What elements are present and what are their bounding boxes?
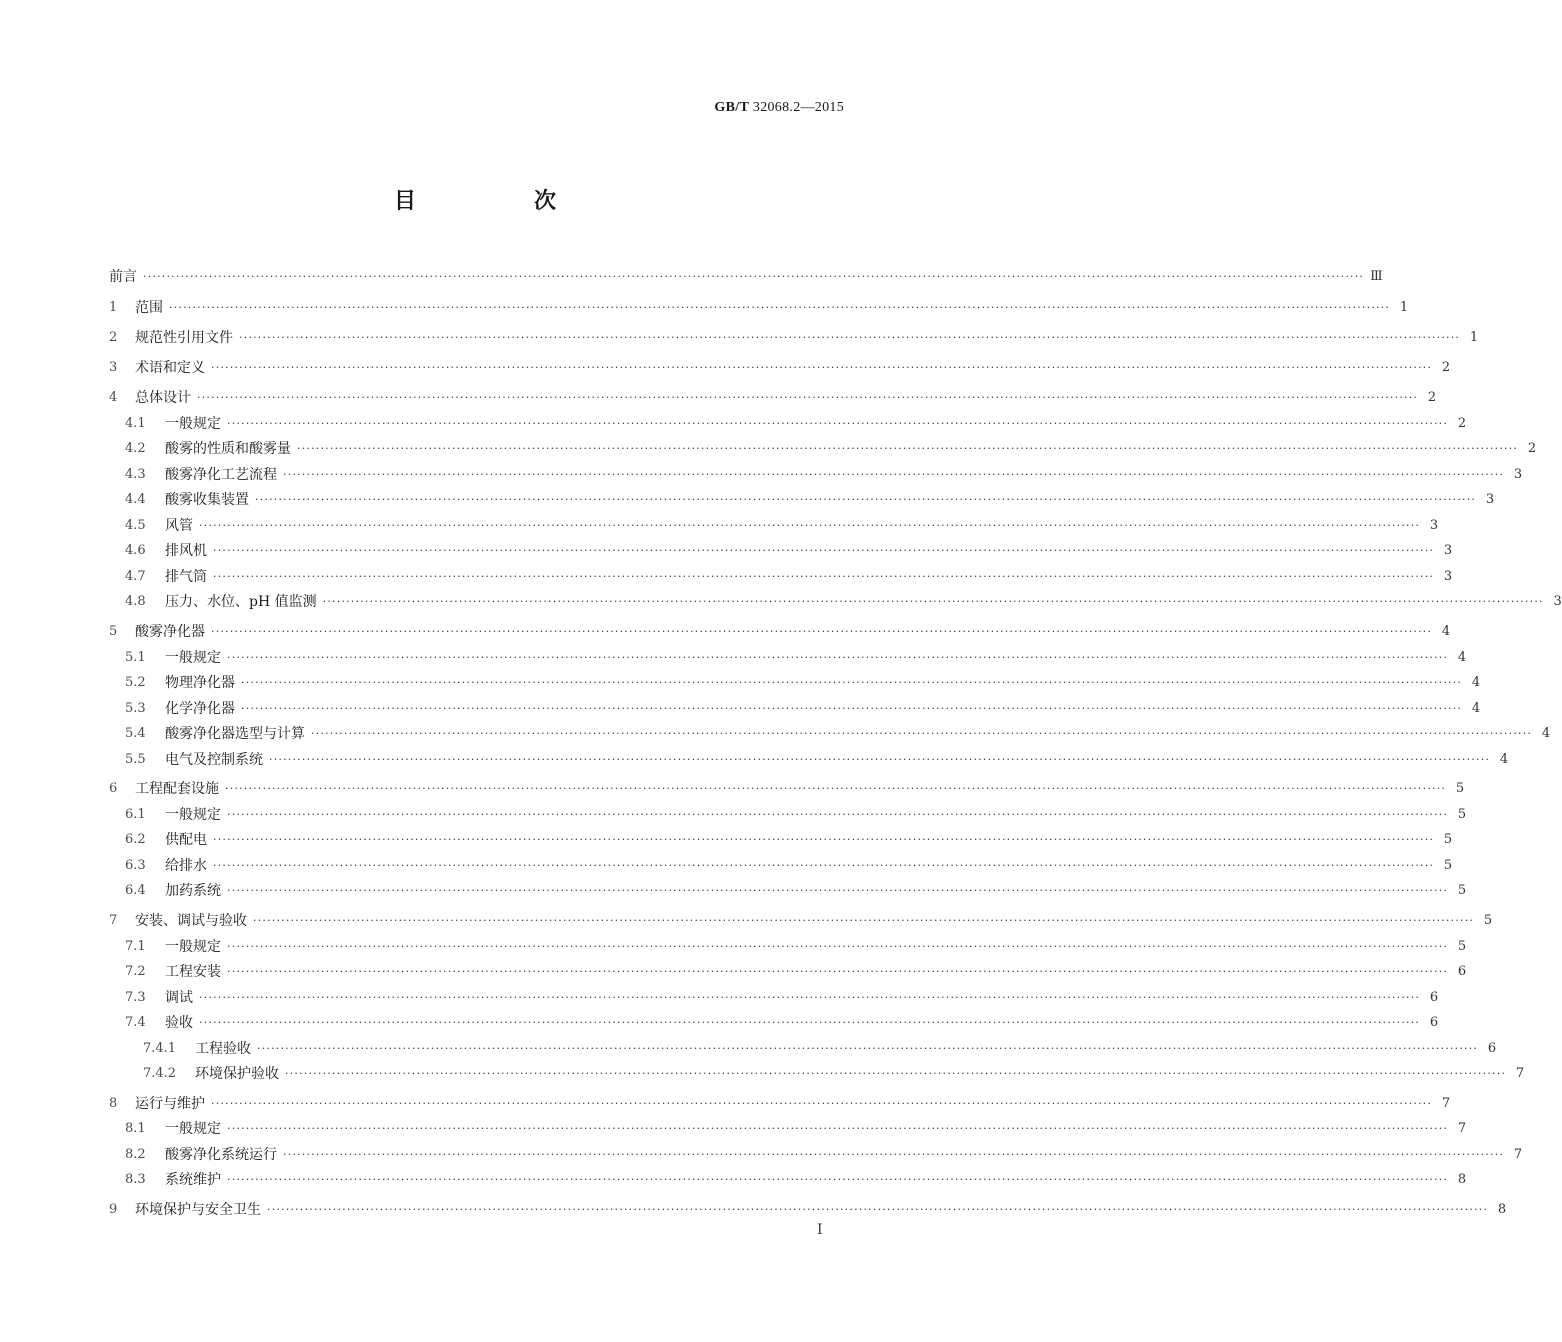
toc-entry-page: 1 [1469, 330, 1479, 345]
toc-leader-dots: ···································································································································································································································································· [143, 270, 1365, 283]
toc-entry[interactable] [109, 326, 1479, 350]
toc-entry-page: 3 [1443, 569, 1453, 584]
toc-entry[interactable] [109, 697, 1481, 721]
toc-entry-number: 4.2 [125, 441, 146, 456]
toc-entry-label: 压力、水位、pH 值监测 [165, 594, 317, 610]
toc-leader-dots: ···································································································································································································································································· [255, 493, 1477, 506]
toc-entry[interactable] [109, 1062, 1525, 1086]
toc-entry[interactable] [109, 646, 1467, 670]
toc-entry[interactable] [109, 722, 1551, 746]
toc-entry-label: 系统维护 [165, 1172, 221, 1188]
toc-entry-page: 7 [1515, 1066, 1525, 1081]
toc-leader-dots: ···································································································································································································································································· [227, 940, 1449, 953]
toc-entry-number: 9 [109, 1202, 118, 1217]
toc-leader-dots: ···································································································································································································································································· [283, 1148, 1505, 1161]
toc-leader-dots: ···································································································································································································································································· [211, 625, 1433, 638]
toc-entry-number: 6.3 [125, 858, 146, 873]
toc-entry-label: 规范性引用文件 [135, 330, 233, 346]
toc-leader-dots: ···································································································································································································································································· [199, 1016, 1421, 1029]
toc-entry-page: 6 [1457, 964, 1467, 979]
toc-leader-dots: ···································································································································································································································································· [267, 1203, 1489, 1216]
toc-entry[interactable] [109, 296, 1409, 320]
toc-entry-page: 7 [1457, 1121, 1467, 1136]
toc-entry-page: 1 [1399, 300, 1409, 315]
toc-entry-page: 4 [1441, 624, 1451, 639]
toc-entry-page: Ⅲ [1370, 269, 1383, 284]
toc-entry-number: 5.5 [125, 752, 146, 767]
toc-leader-dots: ···································································································································································································································································· [213, 544, 1435, 557]
toc-entry-number: 5 [109, 624, 118, 639]
toc-entry-number: 5.3 [125, 701, 146, 716]
toc-entry-label: 酸雾净化器 [135, 624, 205, 640]
toc-leader-dots: ···································································································································································································································································· [241, 676, 1463, 689]
toc-entry-label: 工程配套设施 [135, 781, 219, 797]
toc-leader-dots: ···································································································································································································································································· [213, 570, 1435, 583]
toc-leader-dots: ···································································································································································································································································· [283, 468, 1505, 481]
standard-prefix: GB/T [714, 100, 750, 115]
toc-entry-label: 一般规定 [165, 939, 221, 955]
toc-entry-label: 一般规定 [165, 416, 221, 432]
toc-entry[interactable] [109, 1143, 1523, 1167]
toc-entry[interactable] [109, 620, 1451, 644]
toc-entry-page: 3 [1443, 543, 1453, 558]
toc-entry[interactable] [109, 671, 1481, 695]
toc-entry[interactable] [109, 1198, 1507, 1222]
toc-entry-label: 加药系统 [165, 883, 221, 899]
toc-leader-dots: ···································································································································································································································································· [211, 361, 1433, 374]
toc-entry[interactable] [109, 539, 1453, 563]
toc-entry-label: 酸雾净化工艺流程 [165, 467, 277, 483]
toc-entry-page: 2 [1527, 441, 1537, 456]
toc-leader-dots: ···································································································································································································································································· [169, 301, 1391, 314]
toc-entry[interactable] [109, 960, 1467, 984]
toc-entry[interactable] [109, 265, 1383, 289]
toc-entry-page: 2 [1457, 416, 1467, 431]
standard-number: 32068.2—2015 [752, 100, 844, 115]
toc-entry-number: 8.1 [125, 1121, 146, 1136]
toc-leader-dots: ···································································································································································································································································· [213, 833, 1435, 846]
toc-entry-label: 风管 [165, 518, 193, 534]
toc-entry-page: 5 [1443, 858, 1453, 873]
toc-entry-page: 3 [1513, 467, 1523, 482]
toc-entry[interactable] [109, 565, 1453, 589]
toc-entry-page: 5 [1457, 883, 1467, 898]
toc-entry-number: 3 [109, 360, 118, 375]
toc-leader-dots: ···································································································································································································································································· [269, 753, 1491, 766]
toc-entry-page: 5 [1455, 781, 1465, 796]
toc-entry-number: 6 [109, 781, 118, 796]
toc-entry-label: 给排水 [165, 858, 207, 874]
toc-leader-dots: ···································································································································································································································································· [227, 651, 1449, 664]
toc-entry-page: 2 [1441, 360, 1451, 375]
toc-leader-dots: ···································································································································································································································································· [257, 1042, 1479, 1055]
toc-entry[interactable] [109, 828, 1453, 852]
toc-entry-number: 6.2 [125, 832, 146, 847]
toc-entry-page: 4 [1541, 726, 1551, 741]
toc-entry-page: 5 [1457, 939, 1467, 954]
toc-entry-page: 6 [1429, 1015, 1439, 1030]
toc-leader-dots: ···································································································································································································································································· [311, 727, 1533, 740]
page-title: 目 次 [393, 189, 604, 214]
toc-entry-number: 5.2 [125, 675, 146, 690]
toc-entry[interactable] [109, 748, 1509, 772]
toc-entry-number: 4.7 [125, 569, 146, 584]
toc-entry-number: 1 [109, 300, 118, 315]
standard-code [714, 100, 844, 116]
toc-entry[interactable] [109, 986, 1439, 1010]
toc-entry-label: 验收 [165, 1015, 193, 1031]
toc-entry-page: 4 [1471, 675, 1481, 690]
toc-entry-number: 4.8 [125, 594, 146, 609]
toc-entry-number: 4 [109, 390, 118, 405]
toc-entry[interactable] [109, 590, 1562, 614]
toc-entry-label: 环境保护验收 [195, 1066, 279, 1082]
toc-entry-number: 4.1 [125, 416, 146, 431]
toc-entry-number: 7 [109, 913, 118, 928]
toc-entry-number: 7.2 [125, 964, 146, 979]
toc-entry-number: 4.6 [125, 543, 146, 558]
toc-leader-dots: ···································································································································································································································································· [239, 331, 1461, 344]
toc-entry-label: 安装、调试与验收 [135, 913, 247, 929]
toc-entry-label: 化学净化器 [165, 701, 235, 717]
page-number: Ⅰ [817, 1222, 823, 1238]
toc-entry-label: 工程验收 [195, 1041, 251, 1057]
toc-entry[interactable] [109, 1037, 1497, 1061]
toc-entry-label: 一般规定 [165, 1121, 221, 1137]
toc-entry-page: 2 [1427, 390, 1437, 405]
toc-entry[interactable] [109, 514, 1439, 538]
toc-entry-label: 总体设计 [135, 390, 191, 406]
toc-leader-dots: ···································································································································································································································································· [211, 1097, 1433, 1110]
toc-entry-number: 4.3 [125, 467, 146, 482]
toc-entry-number: 5.1 [125, 650, 146, 665]
toc-leader-dots: ···································································································································································································································································· [227, 1122, 1449, 1135]
toc-entry[interactable] [109, 879, 1467, 903]
toc-entry[interactable] [109, 1092, 1451, 1116]
toc-entry-page: 3 [1429, 518, 1439, 533]
toc-entry-label: 酸雾的性质和酸雾量 [165, 441, 291, 457]
toc-entry-number: 7.4 [125, 1015, 146, 1030]
toc-entry-label: 物理净化器 [165, 675, 235, 691]
toc-leader-dots: ···································································································································································································································································· [241, 702, 1463, 715]
toc-entry-label: 一般规定 [165, 807, 221, 823]
toc-entry-number: 8 [109, 1096, 118, 1111]
toc-entry-label: 术语和定义 [135, 360, 205, 376]
toc-leader-dots: ···································································································································································································································································· [322, 595, 1544, 608]
toc-entry-number: 8.2 [125, 1147, 146, 1162]
toc-entry-number: 7.1 [125, 939, 146, 954]
toc-entry[interactable] [109, 463, 1523, 487]
toc-entry-number: 7.4.1 [143, 1041, 177, 1056]
toc-leader-dots: ···································································································································································································································································· [225, 782, 1447, 795]
toc-entry[interactable] [109, 1117, 1467, 1141]
toc-leader-dots: ···································································································································································································································································· [227, 965, 1449, 978]
toc-entry-page: 8 [1457, 1172, 1467, 1187]
toc-entry-label: 酸雾净化系统运行 [165, 1147, 277, 1163]
toc-leader-dots: ···································································································································································································································································· [297, 442, 1519, 455]
toc-entry-page: 4 [1499, 752, 1509, 767]
toc-leader-dots: ···································································································································································································································································· [197, 391, 1419, 404]
toc-entry-label: 酸雾收集装置 [165, 492, 249, 508]
toc-entry-page: 5 [1457, 807, 1467, 822]
toc-entry-number: 4.4 [125, 492, 146, 507]
toc-entry-label: 调试 [165, 990, 193, 1006]
toc-entry-label: 环境保护与安全卫生 [135, 1202, 261, 1218]
toc-entry-page: 7 [1441, 1096, 1451, 1111]
toc-leader-dots: ···································································································································································································································································· [199, 991, 1421, 1004]
toc-entry-page: 5 [1483, 913, 1493, 928]
toc-entry-page: 6 [1487, 1041, 1497, 1056]
toc-entry-page: 4 [1457, 650, 1467, 665]
toc-entry[interactable] [109, 356, 1451, 380]
toc-entry-label: 范围 [135, 300, 163, 316]
toc-leader-dots: ···································································································································································································································································· [199, 519, 1421, 532]
toc-entry-number: 7.4.2 [143, 1066, 177, 1081]
toc-entry[interactable] [109, 386, 1437, 410]
toc-entry[interactable] [109, 1011, 1439, 1035]
toc-entry[interactable] [109, 777, 1465, 801]
toc-entry-page: 3 [1553, 594, 1562, 609]
toc-entry-label: 供配电 [165, 832, 207, 848]
toc-entry-number: 4.5 [125, 518, 146, 533]
toc-entry-number: 6.4 [125, 883, 146, 898]
toc-entry-page: 5 [1443, 832, 1453, 847]
toc-entry-number: 7.3 [125, 990, 146, 1005]
toc-entry[interactable] [109, 909, 1493, 933]
toc-entry-page: 6 [1429, 990, 1439, 1005]
toc-entry-label: 酸雾净化器选型与计算 [165, 726, 305, 742]
toc-entry-label: 排风机 [165, 543, 207, 559]
toc-entry-number: 2 [109, 330, 118, 345]
toc-entry-label: 电气及控制系统 [165, 752, 263, 768]
toc-entry-label: 运行与维护 [135, 1096, 205, 1112]
toc-leader-dots: ···································································································································································································································································· [227, 417, 1449, 430]
toc-entry[interactable] [109, 935, 1467, 959]
toc-entry[interactable] [109, 437, 1537, 461]
toc-leader-dots: ···································································································································································································································································· [285, 1067, 1507, 1080]
toc-entry-label: 一般规定 [165, 650, 221, 666]
toc-entry-page: 7 [1513, 1147, 1523, 1162]
toc-leader-dots: ···································································································································································································································································· [227, 808, 1449, 821]
toc-entry-label: 工程安装 [165, 964, 221, 980]
toc-entry-number: 5.4 [125, 726, 146, 741]
toc-entry[interactable] [109, 1168, 1467, 1192]
toc-entry-number: 8.3 [125, 1172, 146, 1187]
toc-entry-page: 4 [1471, 701, 1481, 716]
toc-entry-number: 6.1 [125, 807, 146, 822]
toc-entry-label: 前言 [109, 269, 137, 285]
toc-leader-dots: ···································································································································································································································································· [227, 884, 1449, 897]
toc-entry[interactable] [109, 803, 1467, 827]
toc-entry[interactable] [109, 412, 1467, 436]
toc-entry-label: 排气筒 [165, 569, 207, 585]
toc-entry[interactable] [109, 488, 1495, 512]
toc-entry[interactable] [109, 854, 1453, 878]
toc-leader-dots: ···································································································································································································································································· [213, 859, 1435, 872]
toc-leader-dots: ···································································································································································································································································· [253, 914, 1475, 927]
toc-entry-page: 8 [1497, 1202, 1507, 1217]
toc-entry-page: 3 [1485, 492, 1495, 507]
toc-leader-dots: ···································································································································································································································································· [227, 1173, 1449, 1186]
